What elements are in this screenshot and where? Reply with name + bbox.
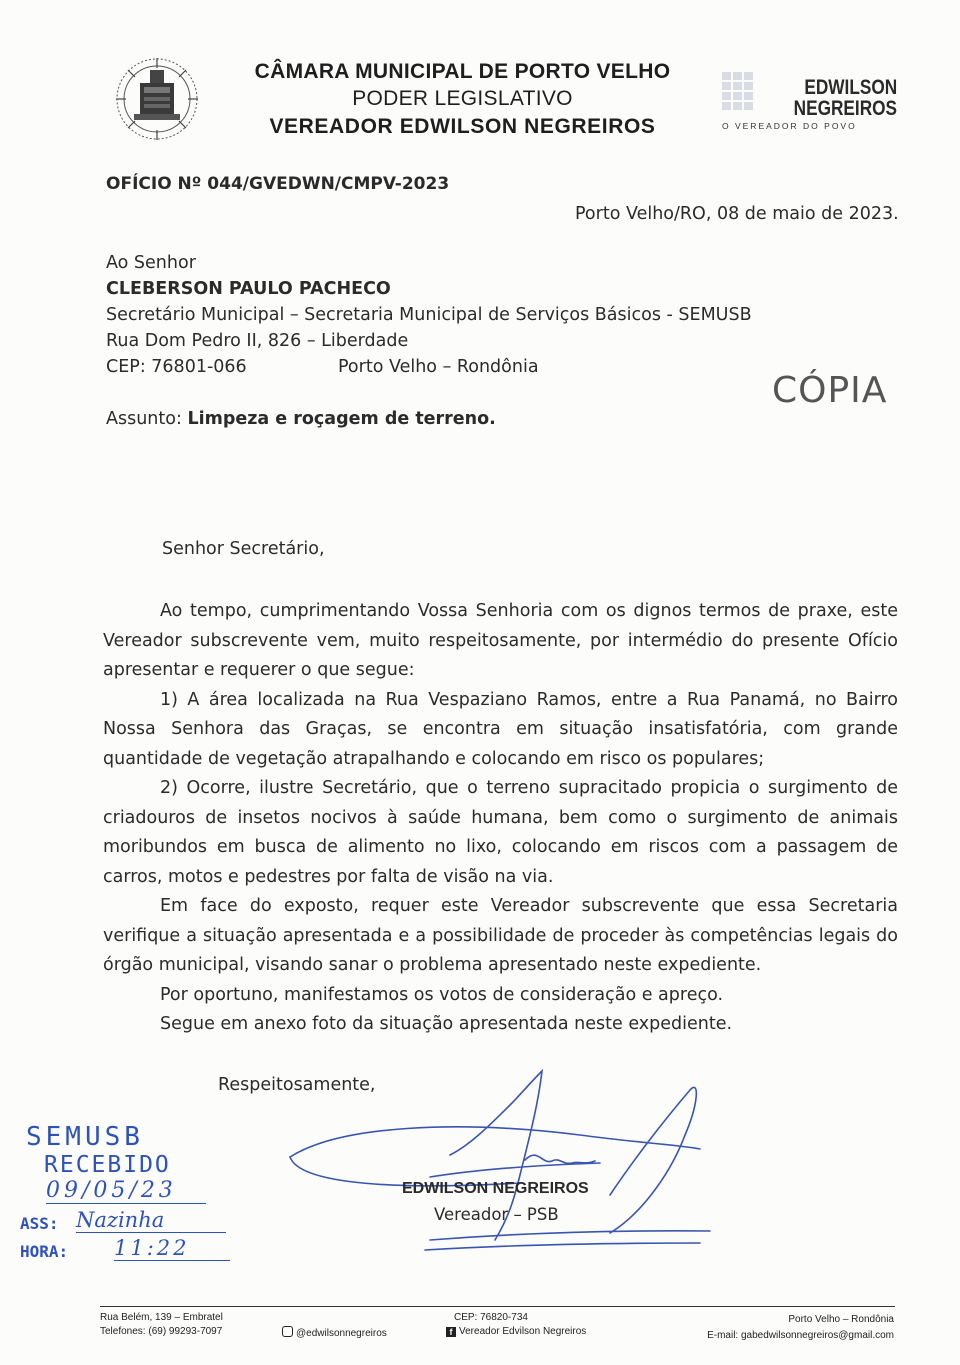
subject-label: Assunto: <box>106 409 182 429</box>
footer-rule <box>100 1306 895 1307</box>
brand-name-2: NEGREIROS <box>793 97 897 120</box>
received-stamp <box>18 1120 258 1270</box>
copy-mark: CÓPIA <box>772 370 888 411</box>
recipient-salutation: Ao Senhor <box>106 253 196 273</box>
brand-name-1: EDWILSON <box>804 76 897 99</box>
instagram-handle: @edwilsonnegreiros <box>296 1328 387 1339</box>
municipal-seal <box>104 56 210 142</box>
letter-body <box>103 597 898 1040</box>
paragraph-item-2: 2) Ocorre, ilustre Secretário, que o terreno supracitado propicia o surgimento de criadouros de insetos nocivos à saúde humana, bem como o surgimento de animais moribundos em busca de alimento no lixo, colocando em riscos com a passagem de carros, motos e pedestres por falta de visão na via. <box>103 778 898 887</box>
oficio-number: OFÍCIO Nº 044/GVEDWN/CMPV-2023 <box>106 174 450 194</box>
paragraph-regards: Por oportuno, manifestamos os votos de consideração e apreço. <box>160 984 724 1005</box>
stamp-hora-label: HORA: <box>20 1242 69 1261</box>
brand-logo <box>720 70 905 140</box>
signatory-name: EDWILSON NEGREIROS <box>402 1180 589 1197</box>
recipient-address: Rua Dom Pedro II, 826 – Liberdade <box>106 331 409 351</box>
paragraph-intro: Ao tempo, cumprimentando Vossa Senhoria com os dignos termos de praxe, este Vereador subscrevente vem, muito respeitosamente, por intermédio do presente Ofício apresentar e requerer o que segue: <box>103 601 898 680</box>
instagram-icon <box>282 1326 293 1337</box>
stamp-hora-value: 11:22 <box>114 1236 230 1261</box>
signatory-title: Vereador – PSB <box>434 1205 559 1224</box>
footer-instagram <box>282 1326 387 1339</box>
footer-email: E-mail: gabedwilsonnegreiros@gmail.com <box>707 1330 894 1341</box>
footer-city: Porto Velho – Rondônia <box>788 1314 894 1325</box>
facebook-icon: f <box>446 1327 456 1337</box>
footer-cep: CEP: 76820-734 <box>454 1312 528 1323</box>
header-title-1: CÂMARA MUNICIPAL DE PORTO VELHO <box>254 60 671 83</box>
handwritten-signature <box>280 1065 730 1265</box>
footer-address: Rua Belém, 139 – Embratel <box>100 1312 223 1323</box>
stamp-date: 09/05/23 <box>46 1178 206 1204</box>
paragraph-attachment: Segue em anexo foto da situação apresentada neste expediente. <box>160 1014 733 1034</box>
stamp-status: RECEBIDO <box>44 1152 171 1178</box>
greeting: Senhor Secretário, <box>162 539 325 559</box>
header-title-3: VEREADOR EDWILSON NEGREIROS <box>269 115 656 138</box>
recipient-cep: CEP: 76801-066 <box>106 357 247 377</box>
paragraph-item-1: 1) A área localizada na Rua Vespaziano Ramos, entre a Rua Panamá, no Bairro Nossa Senhora das Graças, se encontra em situação insatisfatória, com grande quantidade de vegetação atrapalhando e colocando em risco os populares; <box>103 689 898 769</box>
closing: Respeitosamente, <box>218 1075 376 1095</box>
paragraph-request: Em face do exposto, requer este Vereador subscrevente que essa Secretaria verifique a situação apresentada e a possibilidade de proceder às competências legais do órgão municipal, visando sanar o problema apresentado neste expediente. <box>103 896 898 975</box>
stamp-ass-label: ASS: <box>20 1214 59 1233</box>
brand-grid-icon <box>722 72 762 122</box>
recipient-name: CLEBERSON PAULO PACHECO <box>106 279 391 299</box>
footer-phone: Telefones: (69) 99293-7097 <box>100 1326 223 1337</box>
stamp-ass-value: Nazinha <box>76 1208 226 1233</box>
facebook-page: Vereador Edvilson Negreiros <box>459 1326 587 1337</box>
header-title-2: PODER LEGISLATIVO <box>352 87 573 110</box>
stamp-org: SEMUSB <box>26 1122 144 1152</box>
subject-line <box>106 405 496 435</box>
brand-tagline: O VEREADOR DO POVO <box>722 121 857 131</box>
place-date: Porto Velho/RO, 08 de maio de 2023. <box>575 204 899 224</box>
subject-text: Limpeza e roçagem de terreno. <box>187 409 496 429</box>
footer-facebook <box>446 1326 586 1337</box>
recipient-city: Porto Velho – Rondônia <box>338 357 539 377</box>
recipient-role: Secretário Municipal – Secretaria Municipal de Serviços Básicos - SEMUSB <box>106 305 752 325</box>
